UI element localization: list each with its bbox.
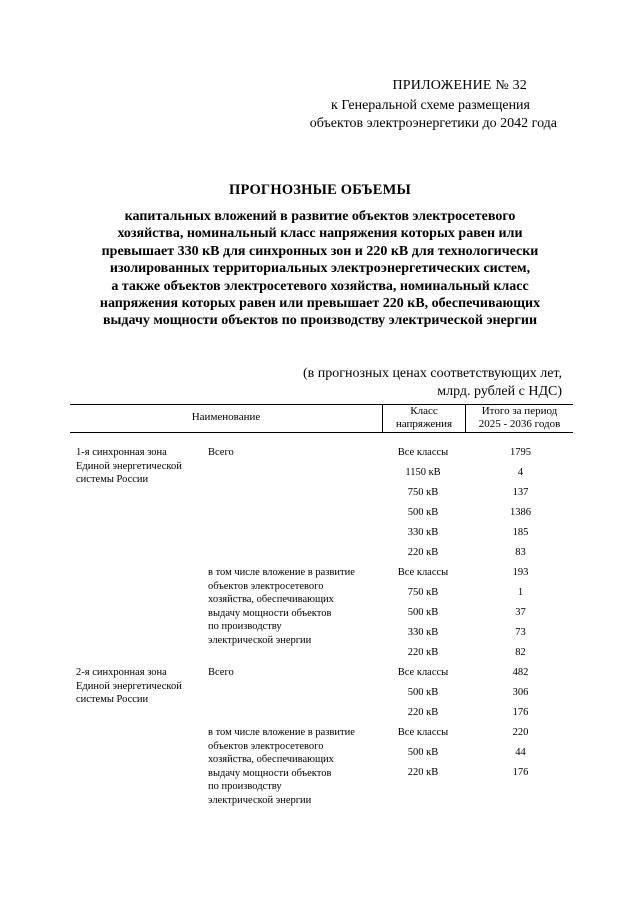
class-cell: 330 кВ [407, 527, 439, 538]
value-cell: 1 [517, 587, 524, 598]
header-class [383, 405, 465, 430]
zone-name [76, 446, 182, 487]
class-cell: 220 кВ [407, 767, 439, 778]
class-cell: Все классы [397, 727, 449, 738]
zone-name-line: Единой энергетической [76, 680, 182, 692]
value-cell: 82 [515, 647, 526, 658]
including-label-line: по производству [208, 781, 282, 792]
units-note-line-1: (в прогнозных ценах соответствующих лет, [303, 366, 562, 381]
subtitle-line: напряжения которых равен или превышает 220 кВ, обеспечивающих [99, 296, 541, 312]
value-cell: 193 [512, 567, 529, 578]
value-cell: 482 [512, 667, 529, 678]
including-label-line: в том числе вложение в развитие [208, 567, 355, 578]
value-cell: 73 [515, 627, 526, 638]
subtitle-line: хозяйства, номинальный класс напряжения которых равен или [117, 226, 523, 242]
including-label-line: в том числе вложение в развитие [208, 727, 355, 738]
value-cell: 137 [512, 487, 529, 498]
subtitle-line: выдачу мощности объектов по производству электрической энергии [102, 313, 538, 329]
subtitle-line: капитальных вложений в развитие объектов электросетевого [124, 209, 516, 224]
header-class-line: напряжения [395, 417, 453, 430]
document-title: ПРОГНОЗНЫЕ ОБЪЕМЫ [229, 182, 411, 198]
including-label [208, 566, 355, 647]
zone-name [76, 666, 182, 707]
subtitle-line: превышает 330 кВ для синхронных зон и 220 кВ для технологически [101, 243, 539, 259]
zone-name-line: 2-я синхронная зона [76, 667, 167, 678]
subtitle-line: а также объектов электросетевого хозяйства, номинальный класс [111, 278, 529, 294]
table-header-bottom-border [70, 432, 573, 433]
class-cell: Все классы [397, 667, 449, 678]
including-label-line: электрической энергии [208, 794, 312, 806]
value-cell: 1795 [510, 447, 531, 458]
value-cell: 44 [515, 747, 526, 758]
value-cell: 83 [515, 547, 526, 558]
zone-name-line: 1-я синхронная зона [76, 447, 167, 458]
annex-reference-line-1: к Генеральной схеме размещения [331, 98, 530, 113]
units-note-line-2: млрд. рублей с НДС) [437, 384, 562, 399]
including-label-line: объектов электросетевого [208, 580, 324, 592]
class-cell: 330 кВ [407, 627, 439, 638]
class-cell: 220 кВ [407, 707, 439, 718]
header-class-line: Класс [410, 405, 438, 417]
zone-name-line: системы России [76, 694, 149, 705]
including-label-line: хозяйства, обеспечивающих [208, 754, 334, 765]
including-label-line: объектов электросетевого [208, 740, 324, 752]
including-label-line: хозяйства, обеспечивающих [208, 594, 334, 605]
value-cell: 176 [512, 767, 529, 778]
value-cell: 220 [512, 727, 529, 738]
header-total [466, 405, 573, 430]
value-cell: 37 [515, 607, 526, 618]
class-cell: 750 кВ [407, 587, 439, 598]
including-label-line: по производству [208, 621, 282, 632]
class-cell: 500 кВ [407, 687, 439, 698]
value-cell: 1386 [510, 507, 531, 518]
including-label-line: выдачу мощности объектов [208, 607, 332, 619]
class-cell: Все классы [397, 567, 449, 578]
including-label [208, 726, 355, 807]
including-label-line: электрической энергии [208, 634, 312, 646]
header-name: Наименование [191, 411, 261, 423]
class-cell: 1150 кВ [405, 467, 441, 478]
class-cell: 500 кВ [407, 507, 439, 518]
total-label: Всего [208, 447, 234, 458]
annex-title: ПРИЛОЖЕНИЕ № 32 [392, 78, 527, 93]
total-label: Всего [208, 667, 234, 678]
value-cell: 185 [512, 527, 529, 538]
document-subtitle [60, 208, 580, 330]
zone-name-line: Единой энергетической [76, 460, 182, 472]
value-cell: 306 [512, 687, 529, 698]
value-cell: 4 [517, 467, 524, 478]
class-cell: 500 кВ [407, 747, 439, 758]
zone-name-line: системы России [76, 474, 149, 485]
value-cell: 176 [512, 707, 529, 718]
header-total-line: Итого за период [481, 405, 558, 417]
class-cell: 220 кВ [407, 547, 439, 558]
class-cell: Все классы [397, 447, 449, 458]
class-cell: 750 кВ [407, 487, 439, 498]
class-cell: 500 кВ [407, 607, 439, 618]
header-total-line: 2025 - 2036 годов [478, 417, 561, 430]
class-cell: 220 кВ [407, 647, 439, 658]
including-label-line: выдачу мощности объектов [208, 767, 332, 779]
subtitle-line: изолированных территориальных электроэнергетических систем, [109, 261, 531, 277]
units-note [303, 365, 562, 401]
annex-reference-line-2: объектов электроэнергетики до 2042 года [309, 116, 557, 131]
